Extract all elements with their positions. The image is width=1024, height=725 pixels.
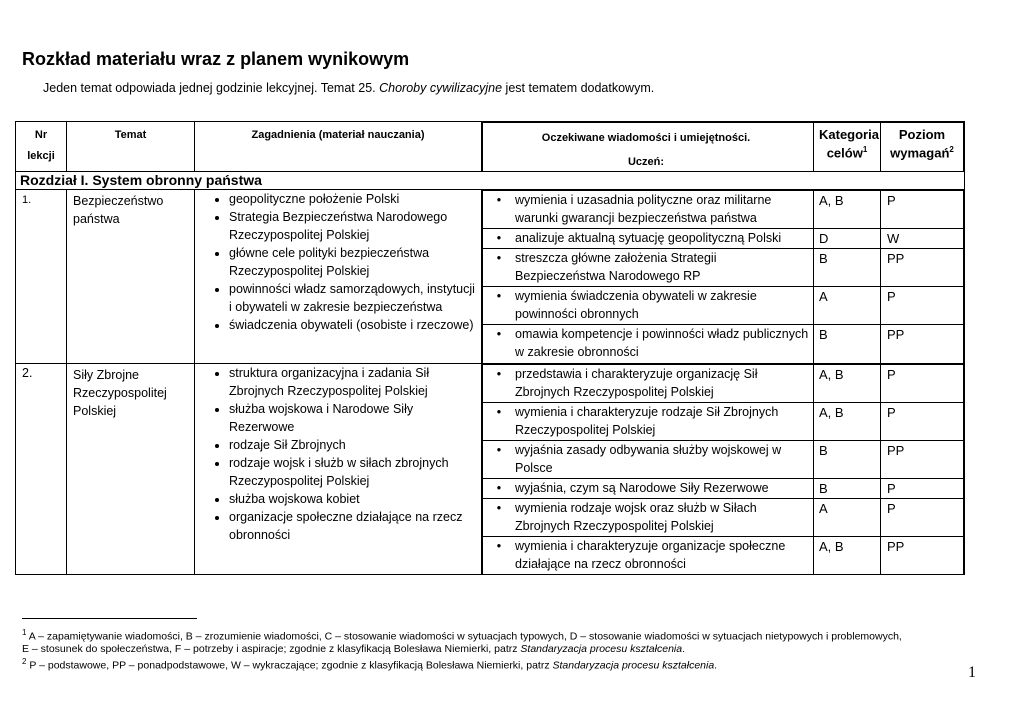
- outcome-label: streszcza główne założenia Strategii Bezpieczeństwa Narodowego RP: [515, 251, 717, 283]
- outcome-text: [483, 229, 814, 249]
- zagadnienie-item: • służba wojskowa i Narodowe Siły Rezerwowe: [229, 400, 481, 436]
- section-title: Rozdział I. System obronny państwa: [16, 172, 965, 190]
- outcome-label: analizuje aktualną sytuację geopolityczną Polski: [515, 231, 782, 245]
- outcome-row: [483, 498, 964, 536]
- lesson-nr: 2.: [16, 363, 67, 575]
- outcome-text: [483, 440, 814, 478]
- footnotes: [22, 627, 982, 672]
- header-poziom-line2: wymagań$^2$: [890, 145, 954, 161]
- bullet-icon: •: [496, 366, 502, 381]
- outcome-kategoria: A: [814, 498, 881, 536]
- header-nr-line2: lekcji: [27, 150, 55, 162]
- bullet-icon: •: [496, 480, 502, 495]
- lesson-zagadnienia: [195, 363, 482, 575]
- zagadnienie-item: • organizacje społeczne działające na rzecz obronności: [229, 508, 481, 544]
- plan-table: [15, 121, 965, 575]
- header-temat-label: Temat: [114, 129, 147, 141]
- outcome-poziom: PP: [881, 536, 964, 574]
- lesson-row: [16, 363, 965, 575]
- lesson-outcomes: [482, 190, 965, 364]
- header-zagadnienia: [195, 122, 482, 172]
- bullet-icon: •: [496, 289, 502, 303]
- zagadnienie-item: • powinności władz samorządowych, instytucji i obywateli w zakresie bezpieczeństwa: [229, 280, 481, 316]
- lesson-nr: 1.: [16, 190, 67, 364]
- outcome-label: wyjaśnia zasady odbywania służby wojskowej w Polsce: [515, 442, 782, 475]
- lesson-temat: Siły Zbrojne Rzeczypospolitej Polskiej: [67, 363, 195, 575]
- subtitle-italic: Choroby cywilizacyjne: [379, 81, 503, 95]
- footnote-1: $^1$ A – zapamiętywanie wiadomości, B – zrozumienie wiadomości, C – stosowanie wiadomości w sytuacjach typowych, D – stosowanie wiadomości w sytuacjach nietypowych i problemowych,: [22, 628, 902, 643]
- outcome-kategoria: B: [814, 478, 881, 498]
- header-kategoria-line1: Kategoria: [819, 127, 879, 142]
- outcome-row: [483, 229, 964, 249]
- bullet-icon: •: [496, 231, 502, 245]
- outcome-row: [483, 440, 964, 478]
- bullet-icon: •: [496, 500, 502, 515]
- outcome-poziom: P: [881, 364, 964, 402]
- header-oczekiwane-line2: Uczeń:: [627, 156, 665, 168]
- outcome-label: wymienia świadczenia obywateli w zakresie powinności obronnych: [515, 289, 757, 321]
- outcome-kategoria: B: [814, 440, 881, 478]
- header-temat: [67, 122, 195, 172]
- outcome-kategoria: A, B: [814, 402, 881, 440]
- outcome-row: [483, 191, 964, 229]
- outcome-text: [483, 325, 814, 363]
- outcome-kategoria: A, B: [814, 191, 881, 229]
- section-row: [16, 172, 965, 190]
- outcome-poziom: PP: [881, 249, 964, 287]
- outcome-kategoria: B: [814, 249, 881, 287]
- outcome-label: wymienia i charakteryzuje organizacje społeczne działające na rzecz obronności: [515, 538, 786, 571]
- zagadnienie-item: • rodzaje Sił Zbrojnych: [229, 436, 481, 454]
- subtitle-text-pre: Jeden temat odpowiada jednej godzinie lekcyjnej. Temat 25.: [43, 81, 380, 95]
- outcome-kategoria: A: [814, 287, 881, 325]
- bullet-icon: •: [496, 193, 502, 207]
- header-zagadnienia-label: Zagadnienia (materiał nauczania): [251, 129, 425, 141]
- outcome-poziom: PP: [881, 440, 964, 478]
- outcome-poziom: W: [881, 229, 964, 249]
- header-row: [16, 122, 965, 172]
- footnote-2: $^2$ P – podstawowe, PP – ponadpodstawowe, W – wykraczające; zgodnie z klasyfikacją Bolesława Niemierki, patrz Standaryzacja procesu kształcenia.: [22, 656, 718, 671]
- zagadnienie-item: • struktura organizacyjna i zadania Sił Zbrojnych Rzeczypospolitej Polskiej: [229, 364, 481, 400]
- outcome-kategoria: A, B: [814, 536, 881, 574]
- zagadnienie-item: • służba wojskowa kobiet: [229, 490, 481, 508]
- outcome-poziom: P: [881, 191, 964, 229]
- outcome-row: [483, 249, 964, 287]
- outcome-label: wyjaśnia, czym są Narodowe Siły Rezerwowe: [515, 480, 769, 495]
- subtitle-text-post: jest tematem dodatkowym.: [502, 81, 655, 95]
- outcome-text: [483, 191, 814, 229]
- outcome-poziom: P: [881, 287, 964, 325]
- bullet-icon: •: [496, 442, 502, 457]
- lesson-outcomes: [482, 363, 965, 575]
- page-number: 1: [968, 664, 976, 681]
- outcome-label: omawia kompetencje i powinności władz publicznych w zakresie obronności: [515, 327, 809, 359]
- page-title: Rozkład materiału wraz z planem wynikowym: [22, 49, 410, 69]
- zagadnienie-item: • geopolityczne położenie Polski: [229, 190, 481, 208]
- bullet-icon: •: [496, 251, 502, 265]
- header-nr: [16, 122, 67, 172]
- page-subtitle: [43, 81, 654, 95]
- outcome-label: wymienia rodzaje wojsk oraz służb w Siłach Zbrojnych Rzeczypospolitej Polskiej: [515, 500, 757, 533]
- outcome-label: przedstawia i charakteryzuje organizację Sił Zbrojnych Rzeczypospolitej Polskiej: [515, 366, 758, 399]
- outcome-row: [483, 364, 964, 402]
- outcome-text: [483, 478, 814, 498]
- zagadnienie-item: • świadczenia obywateli (osobiste i rzeczowe): [229, 316, 481, 334]
- outcome-row: [483, 325, 964, 363]
- outcome-text: [483, 287, 814, 325]
- zagadnienie-item: • główne cele polityki bezpieczeństwa Rzeczypospolitej Polskiej: [229, 244, 481, 280]
- header-group-right: [482, 122, 965, 172]
- outcome-row: [483, 478, 964, 498]
- zagadnienie-item: • Strategia Bezpieczeństwa Narodowego Rzeczypospolitej Polskiej: [229, 208, 481, 244]
- outcome-text: [483, 364, 814, 402]
- lesson-row: [16, 190, 965, 364]
- outcome-kategoria: D: [814, 229, 881, 249]
- outcome-poziom: P: [881, 402, 964, 440]
- zagadnienie-item: • rodzaje wojsk i służb w siłach zbrojnych Rzeczypospolitej Polskiej: [229, 454, 481, 490]
- outcome-poziom: PP: [881, 325, 964, 363]
- footnote-1-cont: E – stosunek do społeczeństwa, F – potrzeby i aspiracje; zgodnie z klasyfikacją Bolesława Niemierki, patrz Standaryzacja procesu kształcenia.: [22, 643, 685, 655]
- outcome-row: [483, 402, 964, 440]
- bullet-icon: •: [496, 404, 502, 419]
- outcome-kategoria: B: [814, 325, 881, 363]
- outcome-label: wymienia i uzasadnia polityczne oraz militarne warunki gwarancji bezpieczeństwa państwa: [515, 193, 772, 225]
- header-poziom-line1: Poziom: [898, 127, 946, 142]
- bullet-icon: •: [496, 327, 502, 341]
- outcome-text: [483, 498, 814, 536]
- outcome-text: [483, 536, 814, 574]
- outcome-poziom: P: [881, 498, 964, 536]
- header-nr-line1: Nr: [34, 129, 48, 141]
- header-kategoria-line2: celów$^1$: [826, 145, 868, 161]
- lesson-zagadnienia: [195, 190, 482, 364]
- outcome-text: [483, 249, 814, 287]
- lesson-temat: Bezpieczeństwo państwa: [67, 190, 195, 364]
- header-oczekiwane-line1: Oczekiwane wiadomości i umiejętności.: [541, 132, 751, 144]
- outcome-poziom: P: [881, 478, 964, 498]
- outcome-text: [483, 402, 814, 440]
- outcome-label: wymienia i charakteryzuje rodzaje Sił Zbrojnych Rzeczypospolitej Polskiej: [515, 404, 779, 437]
- footnote-separator: [22, 618, 197, 619]
- bullet-icon: •: [496, 538, 502, 553]
- outcome-row: [483, 536, 964, 574]
- outcome-kategoria: A, B: [814, 364, 881, 402]
- outcome-row: [483, 287, 964, 325]
